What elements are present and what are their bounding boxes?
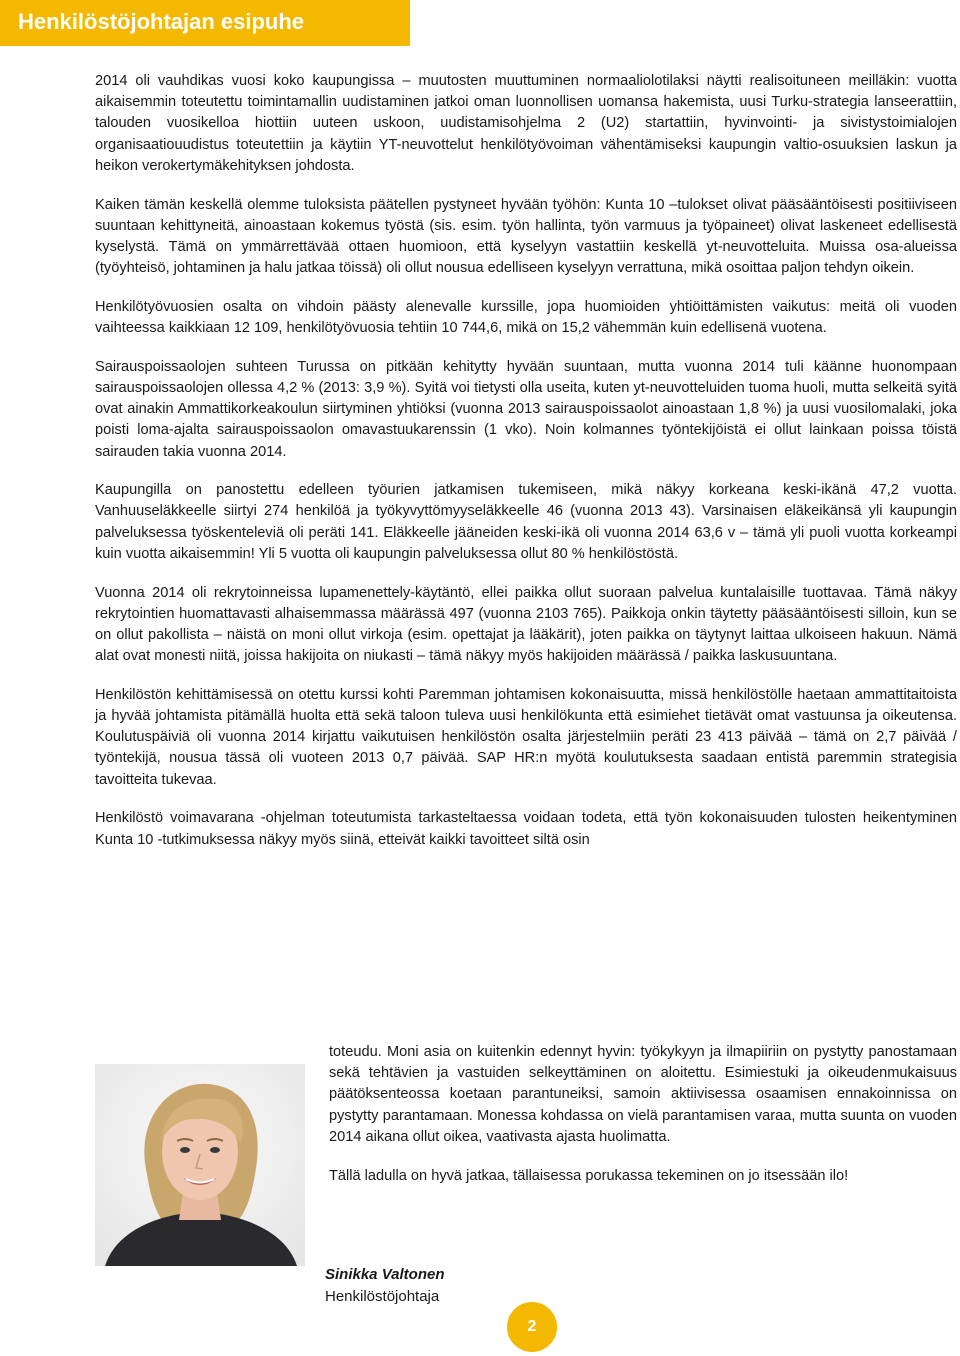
wrapped-text [329, 1042, 957, 1204]
paragraph-person-years: Henkilötyövuosien osalta on vihdoin päästy alenevalle kurssille, jopa huomioiden yhtiöittämisten vaikutus: meitä oli vuoden vaihteessa kaikkiaan 12 109, henkilötyövuosia tehtiin 10 744,6, mikä on 15,2 vähemmän kuin edellisenä vuotena. [95, 298, 957, 337]
signature-name: Sinikka Valtonen [325, 1266, 445, 1283]
paragraph-sick-leave: Sairauspoissaolojen suhteen Turussa on pitkään kehitytty hyvään suuntaan, mutta vuonna 2014 tuli käänne huonompaan sairauspoissaolojen ollessa 4,2 % (2013: 3,9 %). Syitä voi tietysti olla useita, kuten yt-neuvotteluiden tuoma huoli, mutta selkeitä syitä ovat ainakin Ammattikorkeakoulun siirtyminen yhtiöksi (vuonna 2013 sairauspoissaolot ainoastaan 1,8 %) ja uusi vuosilomalaki, joka poisti loma-ajalta sairauspoissaolon omavastuukarenssin (1 vko). Noin kolmannes työntekijöistä ei ollut lainkaan poissa töistä sairauden takia vuonna 2014. [95, 358, 957, 460]
paragraph-recruitment: Vuonna 2014 oli rekrytoinneissa lupamenettely-käytäntö, ellei paikka ollut suoraan palvelua kuntalaisille tuottavaa. Tämä näkyy rekrytointien huomattavasti alhaisemmassa määrässä 497 (vuonna 2103 765). Paikkoja onkin täytetty pääsääntöisesti silloin, kun se on ollut pakollista – näistä on moni ollut virkoja (esim. opettajat ja lääkärit), joten paikka on täytynyt laittaa ulkoiseen hakuun. Nämä alat ovat monesti niitä, joissa hakijoita on niukasti – tämä näkyy myös hakijoiden määrässä / paikka laskusuuntana. [95, 584, 957, 665]
paragraph-kunta10: Kaiken tämän keskellä olemme tuloksista päätellen pystyneet hyvään työhön: Kunta 10 –tulokset olivat pääsääntöisesti positiiviseen suuntaan kehittyneitä, ainoastaan kokemus työstä (sis. esim. työn hallinta, työn varmuus ja työpaineet) olivat laskeneet edellisestä kyselystä. Tämä on ymmärrettävää ottaen huomioon, että kyselyyn vastattiin keskellä yt-neuvotteluita. Muissa osa-alueissa (työyhteisö, johtaminen ja halu jatkaa töissä) oli ollut nousua edelliseen kyselyyn verrattuna, mikä osoittaa paljon tehdyn oikein. [95, 196, 957, 277]
portrait-photo [95, 1064, 305, 1266]
paragraph-program: Henkilöstö voimavarana -ohjelman toteutumista tarkasteltaessa voidaan todeta, että työn kokonaisuuden tulosten heikentyminen Kunta 10 -tutkimuksessa näkyy myös siinä, etteivät kaikki tavoitteet siltä osin [95, 810, 957, 848]
paragraph-closing: Tällä ladulla on hyvä jatkaa, tällaisessa porukassa tekeminen on jo itsessään ilo! [329, 1167, 849, 1184]
page-title: Henkilöstöjohtajan esipuhe [18, 9, 305, 34]
page-number-badge: 2 [507, 1302, 557, 1352]
signature-role: Henkilöstöjohtaja [325, 1288, 440, 1305]
portrait-icon [95, 1064, 305, 1266]
body-text [95, 71, 957, 868]
paragraph-careers: Kaupungilla on panostettu edelleen työurien jatkamisen tukemiseen, mikä näkyy korkeana keski-ikänä 47,2 vuotta. Vanhuuseläkkeelle siirtyi 274 henkilöä ja työkyvyttömyyseläkkeelle 46 (vuonna 2013 43). Varsinaisen eläkeikänsä yli kaupungin palveluksessa työskenteleviä oli peräti 141. Eläkkeelle jääneiden keski-ikä oli vuonna 2014 63,6 v – tämä yli puoli vuotta korkeampi kuin vuotta aikaisemmin! Yli 5 vuotta oli kaupungin palveluksessa ollut 80 % henkilöstöstä. [95, 482, 957, 562]
paragraph-development: Henkilöstön kehittämisessä on otettu kurssi kohti Paremman johtamisen kokonaisuutta, missä henkilöstölle haetaan ammattitaitoista ja hyvää johtamista pitämällä huolta että sekä taloon tuleva uusi henkilökunta että esimiehet tietävät omat vastuunsa ja oikeutensa. Koulutuspäiviä oli vuonna 2014 kirjattu vaikutuisen henkilöstön osalta järjestelmiin peräti 23 413 päivää – tämä on 2,7 päivää / työntekijä, nousua tässä oli vuoteen 2013 0,7 päivää. SAP HR:n myötä koulutuksesta saadaan entistä paremmin strategisia tavoitteita tukevaa. [95, 686, 957, 788]
paragraph-intro: 2014 oli vauhdikas vuosi koko kaupungissa – muutosten muuttuminen normaaliolotilaksi näytti realisoituneen meilläkin: vuotta aikaisemmin toteutettu toimintamallin uudistaminen jatkoi oman luonnollisen uomansa hakemista, uusi Turku-strategia lanseerattiin, talouden vuosikelloa hiottiin uuteen uskoon, uudistamisohjelma 2 (U2) startattiin, hyvinvointi- ja sivistystoimialojen organisaatiouudistus toteutettiin ja käytiin YT-neuvottelut henkilötyövoiman vähentämiseksi kaupungin valtio-osuuksien laskun ja heikon verokertymäkehityksen johdosta. [95, 73, 957, 174]
paragraph-progress: toteudu. Moni asia on kuitenkin edennyt hyvin: työkykyyn ja ilmapiiriin on pystytty panostamaan sekä tehtävien ja vastuiden selkeyttäminen on aloitettu. Esimiestuki ja oikeudenmukaisuus päätöksenteossa koetaan parantuneiksi, samoin aktiivisessa osaamisen ennakoinnissa on pystytty parantamaan. Monessa kohdassa on vielä parantamisen varaa, mutta suunta on vuoden 2014 aikana ollut oikea, vaativasta ajasta huolimatta. [329, 1044, 957, 1145]
